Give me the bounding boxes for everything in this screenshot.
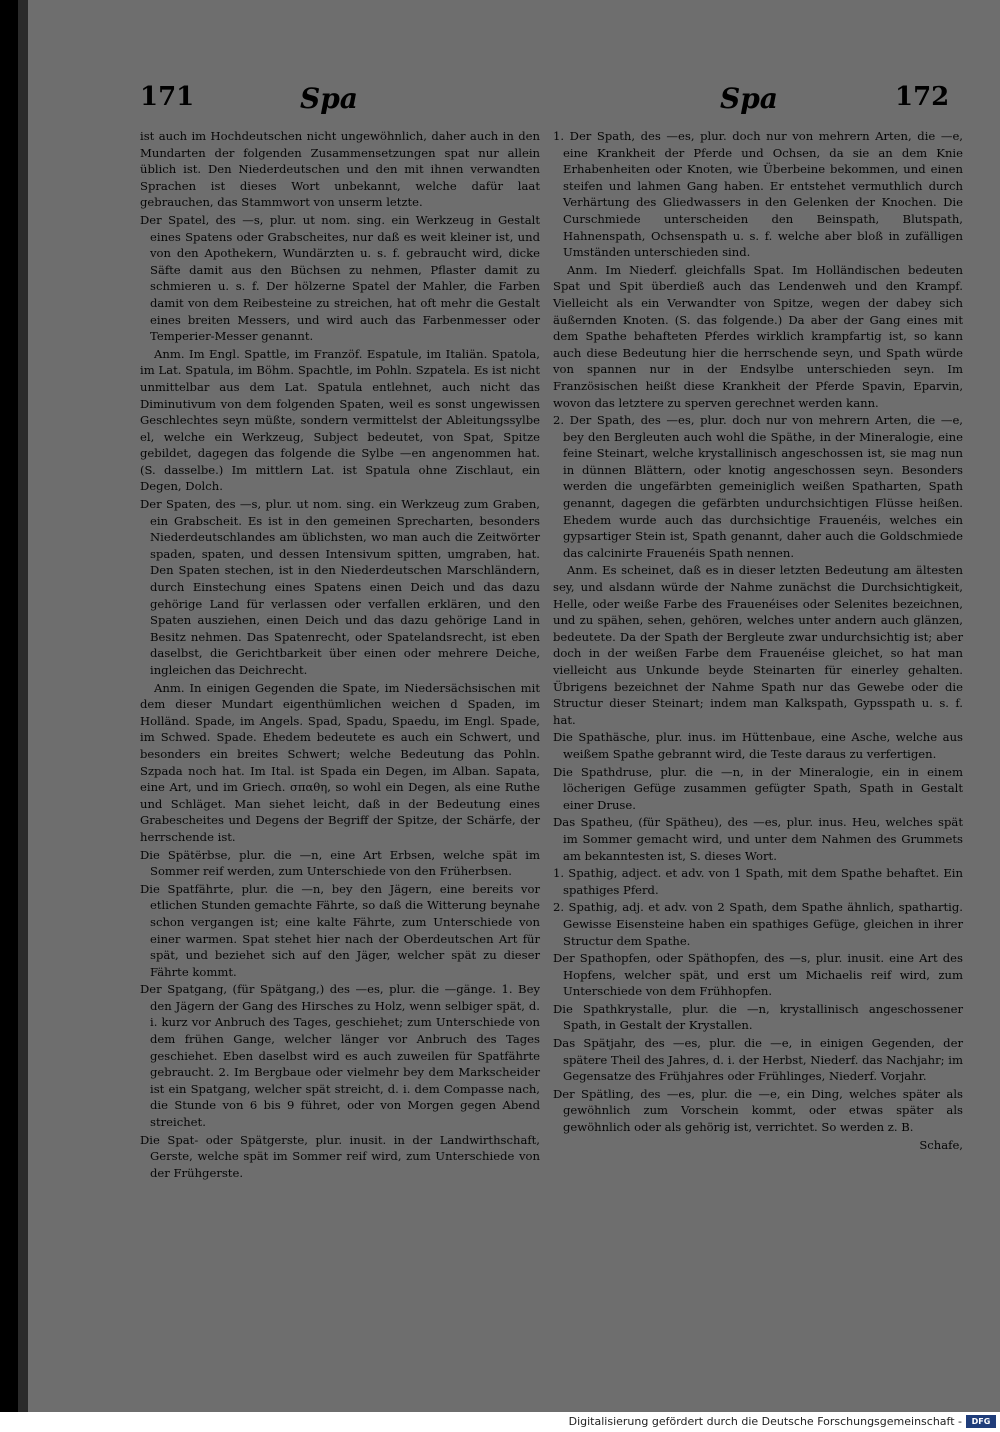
dictionary-entry: Die Spatfährte, plur. die —n, bey den Jägern, eine bereits vor etlichen Stunden gemachte Fährte, so daß die Witterung beynahe schon vergangen ist; eine kalte Fährte, zum Unterschiede von einer warmen. Spat stehet hier nach der Oberdeutschen Art für spät, und beziehet sich auf den Jäger, welcher spät zu dieser Fährte kommt. — [140, 881, 540, 979]
annotation-paragraph: Anm. In einigen Gegenden die Spate, im Niedersächsischen mit dem dieser Mundart eigenthümlichen weichen d Spaden, im Holländ. Spade, im Angels. Spad, Spadu, Spaedu, im Engl. Spade, im Schwed. Spade. Ehedem bedeutete es auch ein Schwert, und besonders ein breites Schwert; welche Bedeutung das Pohln. Szpada noch hat. Im Ital. ist Spada ein Degen, im Alban. Sapata, eine Art, und im Griech. σπαθη, so wohl ein Degen, als eine Ruthe und Schläget. Man siehet leicht, daß in der Bedeutung eines Grabescheites und Degens der Begriff der Spitze, der Schärfe, der herrschende ist. — [140, 680, 540, 844]
dictionary-entry: 2. Der Spath, des —es, plur. doch nur von mehrern Arten, die —e, bey den Bergleuten auch wohl die Späthe, in der Mineralogie, eine feine Steinart, welche krystallinisch angeschossen ist, sie mag nun in dünnen Blättern, oder knotig angeschossen seyn. Besonders werden die ungefärbten gemeiniglich weißen Spatharten, Spath genannt, dagegen die gefärbten undurchsichtigen Flüsse heißen. Ehedem wurde auch das durchsichtige Frauenéis, welches ein gypsartiger Stein ist, Spath genannt, daher auch die Goldschmiede das calcinirte Frauenéis Spath nennen. — [553, 413, 963, 560]
dictionary-entry: Die Spathäsche, plur. inus. im Hüttenbaue, eine Asche, welche aus weißem Spathe gebrannt wird, die Teste daraus zu verfertigen. — [553, 730, 963, 761]
dictionary-entry: Der Spätling, des —es, plur. die —e, ein Ding, welches später als gewöhnlich zum Vorschein kommt, oder etwas später als gewöhnlich oder als gehörig ist, verrichtet. So werden z. B. — [553, 1086, 963, 1135]
funding-notice: Digitalisierung gefördert durch die Deutsche Forschungsgemeinschaft - — [568, 1415, 962, 1428]
dictionary-entry: Der Spaten, des —s, plur. ut nom. sing. ein Werkzeug zum Graben, ein Grabscheit. Es ist in den gemeinen Sprecharten, besonders Niederdeutschlandes am üblichsten, wo man auch die Zeitwörter spaden, spaten, und dessen Intensivum spitten, umgraben, hat. Den Spaten stechen, ist in den Niederdeutschen Marschländern, durch Einstechung eines Spatens einen Deich und das dazu gehörige Land für verlassen oder verfallen erklären, und den Spaten ausziehen, einen Deich und das dazu gehörige Land in Besitz nehmen. Das Spatenrecht, oder Spatelandsrecht, ist eben daselbst, die Gerichtbarkeit über einen oder mehrere Deiche, ingleichen das Deichrecht. — [140, 497, 540, 677]
dictionary-entry: Die Spat- oder Spätgerste, plur. inusit. in der Landwirthschaft, Gerste, welche spät im Sommer reif wird, zum Unterschiede von der Frühgerste. — [140, 1132, 540, 1180]
annotation-paragraph: Anm. Im Engl. Spattle, im Franzöf. Espatule, im Italiän. Spatola, im Lat. Spatula, im Böhm. Spachtle, im Pohln. Szpatela. Es ist nicht unmittelbar aus dem Lat. Spatula entlehnet, auch nicht das Diminutivum von dem folgenden Spaten, weil es sonst ungewissen Geschlechtes seyn müßte, sondern vermittelst der Ableitungssylbe el, welche ein Werkzeug, Subject bedeutet, von Spat, Spitze gebildet, dagegen das folgende die Sylbe —en angenommen hat. (S. dasselbe.) Im mittlern Lat. ist Spatula ohne Zischlaut, ein Degen, Dolch. — [140, 346, 540, 494]
left-text-column — [140, 128, 540, 1182]
right-catchword-header: Spa — [720, 82, 778, 115]
annotation-paragraph: Anm. Im Niederf. gleichfalls Spat. Im Holländischen bedeuten Spat und Spit überdieß auch das Lendenweh und den Krampf. Vielleicht als ein Verwandter von Spitze, wegen der dabey sich äußernden Knoten. (S. das folgende.) Da aber der Gang eines mit dem Spathe behafteten Pferdes wirklich krampfartig ist, so kann auch diese Bedeutung hier die herrschende seyn, und Spath würde von spannen nur in der Endsylbe unterschieden seyn. Im Französischen heißt diese Krankheit der Pferde Spavin, Eparvin, wovon das letztere zu sperven gerechnet werden kann. — [553, 262, 963, 410]
left-page-number: 171 — [140, 82, 195, 112]
dictionary-entry: Die Spätërbse, plur. die —n, eine Art Erbsen, welche spät im Sommer reif werden, zum Unterschiede von den Früherbsen. — [140, 847, 540, 879]
dictionary-entry: Der Spatel, des —s, plur. ut nom. sing. ein Werkzeug in Gestalt eines Spatens oder Grabscheites, nur daß es weit kleiner ist, und von den Apothekern, Wundärzten u. s. f. gebraucht wird, dicke Säfte damit aus den Büchsen zu nehmen, Pflaster damit zu schmieren u. s. f. Der hölzerne Spatel der Mahler, die Farben damit von dem Reibesteine zu streichen, hat oft mehr die Gestalt eines breiten Messers, und wird auch das Farbenmesser oder Temperier-Messer genannt. — [140, 212, 540, 344]
dictionary-entry: 1. Spathig, adject. et adv. von 1 Spath, mit dem Spathe behaftet. Ein spathiges Pferd. — [553, 866, 963, 897]
dictionary-entry: Der Spatgang, (für Spätgang,) des —es, plur. die —gänge. 1. Bey den Jägern der Gang des Hirsches zu Holz, wenn selbiger spät, d. i. kurz vor Anbruch des Tages, geschiehet; zum Unterschiede von dem frühen Gange, welcher länger vor Anbruch des Tages geschiehet. Eben daselbst wird es auch zuweilen für Spatfährte gebraucht. 2. Im Bergbaue oder vielmehr bey dem Markscheider ist ein Spatgang, welcher spät streicht, d. i. dem Compasse nach, die Stunde von 6 bis 9 führet, oder von Morgen gegen Abend streichet. — [140, 982, 540, 1130]
dictionary-entry: 2. Spathig, adj. et adv. von 2 Spath, dem Spathe ähnlich, spathartig. Gewisse Eisensteine haben ein spathiges Gefüge, gleichen in ihrer Structur dem Spathe. — [553, 900, 963, 948]
right-page-number: 172 — [895, 82, 950, 112]
dictionary-entry: Der Spathopfen, oder Späthopfen, des —s, plur. inusit. eine Art des Hopfens, welcher spät, und erst um Michaelis reif wird, zum Unterschiede von dem Frühhopfen. — [553, 951, 963, 999]
dfg-logo[interactable]: DFG — [966, 1415, 996, 1428]
dictionary-entry: Die Spathdruse, plur. die —n, in der Mineralogie, ein in einem löcherigen Gefüge zusammen gefügter Spath, Spath in Gestalt einer Druse. — [553, 764, 963, 812]
dictionary-entry: Das Spätjahr, des —es, plur. die —e, in einigen Gegenden, der spätere Theil des Jahres, d. i. der Herbst, Niederf. das Nachjahr; im Gegensatze des Frühjahres oder Frühlinges, Niederf. Vorjahr. — [553, 1036, 963, 1084]
page-catchword: Schafe, — [919, 1137, 963, 1152]
footer-bar — [0, 1412, 1000, 1432]
right-text-column — [553, 128, 963, 1154]
annotation-paragraph: Anm. Es scheinet, daß es in dieser letzten Bedeutung am ältesten sey, und alsdann würde der Nahme zunächst die Durchsichtigkeit, Helle, oder weiße Farbe des Frauenéises oder Selenites bezeichnen, und zu spähen, sehen, gehören, welches unter andern auch glänzen, bedeutete. Da der Spath der Bergleute zwar undurchsichtig ist; aber doch in der weißen Farbe dem Frauenéise gleichet, so hat man vielleicht aus Unkunde beyde Steinarten für einerley gehalten. Übrigens bezeichnet der Nahme Spath nur das Gewebe oder die Structur dieser Steinart; indem man Kalkspath, Gypsspath u. s. f. hat. — [553, 563, 963, 727]
dictionary-entry: Das Spatheu, (für Spätheu), des —es, plur. inus. Heu, welches spät im Sommer gemacht wird, und unter dem Nahmen des Grummets am bekanntesten ist, S. dieses Wort. — [553, 815, 963, 863]
dictionary-entry: Die Spathkrystalle, plur. die —n, krystallinisch angeschossener Spath, in Gestalt der Krystallen. — [553, 1001, 963, 1033]
binding-edge — [0, 0, 18, 1412]
paragraph: ist auch im Hochdeutschen nicht ungewöhnlich, daher auch in den Mundarten der folgenden Zusammensetzungen spat nur allein üblich ist. Den Niederdeutschen und den mit ihnen verwandten Sprachen ist dieses Wort unbekannt, welche dafür laat gebrauchen, das Stammwort von unserm letzte. — [140, 129, 540, 210]
binding-shadow — [18, 0, 28, 1412]
left-catchword-header: Spa — [300, 82, 358, 115]
dictionary-entry: 1. Der Spath, des —es, plur. doch nur von mehrern Arten, die —e, eine Krankheit der Pferde und Ochsen, da sie an dem Knie Erhabenheiten oder Knoten, wie Überbeine bekommen, und einen steifen und lahmen Gang haben. Er entstehet vermuthlich durch Verhärtung des Gliedwassers in den Gelenken der Knochen. Die Curschmiede unterscheiden den Beinspath, Blutspath, Hahnenspath, Ochsenspath u. s. f. welche aber bloß in zufälligen Umständen unterschieden sind. — [553, 129, 963, 260]
